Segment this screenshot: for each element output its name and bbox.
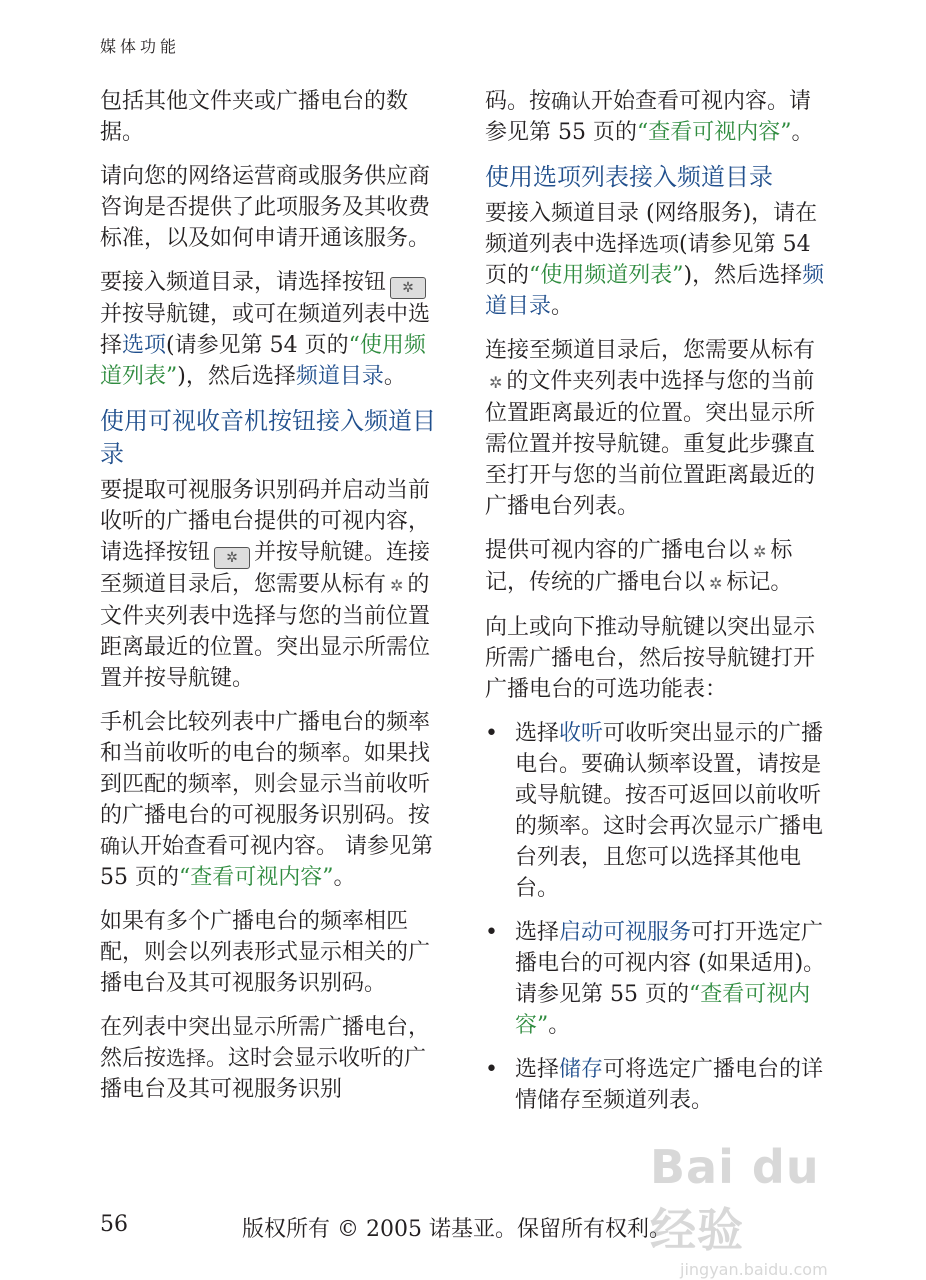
text: 提供可视内容的广播电台以 (485, 538, 750, 563)
watermark-url: jingyan.baidu.com (680, 1260, 828, 1279)
text: 要接入频道目录 (网络服务)，请在频道列表中选择 (485, 201, 818, 257)
key-term: 是 (801, 752, 822, 776)
text: 码。按 (485, 89, 552, 114)
left-column (100, 86, 445, 1118)
text: 手机会比较列表中广播电台的频率和当前收听的电台的频率。如果找到匹配的频率，则会显示当前收听的广播电台的可视服务识别码。按 (100, 710, 431, 828)
key-term: 选择 (166, 1046, 207, 1070)
text: 。 (551, 294, 574, 319)
text: 选择 (515, 920, 560, 945)
text: )，然后选择 (177, 364, 296, 389)
text: 要提取可视服务识别码并启动当前收听的广播电台提供的可视内容，请选择按钮 (100, 478, 431, 565)
menu-term: 选项 (122, 333, 167, 358)
text: 可返回以前收听的频率。这时会再次显示广播电台列表，且您可以选择其他电台。 (515, 783, 824, 901)
text: 标记。 (726, 570, 793, 595)
text: 。 (791, 120, 814, 145)
folder-star-icon: ✲ (489, 373, 503, 392)
paragraph (100, 475, 445, 694)
section-heading: 使用选项列表接入频道目录 (485, 163, 773, 191)
page-footer (100, 1212, 830, 1246)
menu-term: 启动可视服务 (559, 920, 692, 945)
cross-reference-link[interactable]: “查看可视内容” (179, 865, 334, 890)
section-heading: 使用可视收音机按钮接入频道目录 (100, 407, 436, 468)
paragraph: 向上或向下推动导航键以突出显示所需广播电台，然后按导航键打开广播电台的可选功能表： (485, 615, 816, 702)
cross-reference-link[interactable]: “使用频道列表” (529, 263, 684, 288)
text: 的文件夹列表中选择与您的当前位置距离最近的位置。突出显示所需位置并按导航键。 (100, 572, 431, 691)
text: 开始查看可视内容。请参见第 55 页的 (485, 89, 812, 145)
text: 标记，传统的广播电台以 (485, 538, 793, 595)
key-term: 选项 (639, 232, 680, 256)
cross-reference-link[interactable]: “使用频道列表” (100, 333, 426, 389)
text: 。 (383, 364, 406, 389)
text: )，然后选择 (683, 263, 803, 288)
page-number: 56 (100, 1212, 128, 1237)
running-header: 媒体功能 (100, 37, 181, 56)
text: 并按导航键，或可在频道列表中选择 (100, 302, 431, 358)
text: 。 (333, 865, 356, 890)
paragraph: 请向您的网络运营商或服务供应商咨询是否提供了此项服务及其收费标准，以及如何申请开通该服务。 (100, 164, 431, 251)
menu-term: 储存 (559, 1057, 604, 1082)
text: 在列表中突出显示所需广播电台，然后按 (100, 1015, 431, 1071)
text: 选择 (515, 1057, 560, 1082)
key-term: 确认 (100, 834, 140, 858)
text: 连接至频道目录后，您需要从标有 (485, 338, 816, 363)
bullet-icon: • (485, 721, 498, 746)
paragraph: 如果有多个广播电台的频率相匹配，则会以列表形式显示相关的广播电台及其可视服务识别码。 (100, 909, 431, 996)
key-term: 确认 (551, 89, 592, 113)
key-term: 否 (647, 783, 668, 807)
menu-term: 收听 (559, 721, 604, 746)
list-item (485, 917, 830, 1041)
text: 选择 (515, 721, 560, 746)
traditional-station-icon: ✲ (709, 574, 723, 593)
text: (请参见第 54 页的 (166, 333, 349, 358)
copyright-notice: 版权所有 © 2005 诺基亚。保留所有权利。 (242, 1217, 671, 1242)
text: 要接入频道目录，请选择按钮 (100, 270, 387, 295)
visual-station-icon: ✲ (753, 542, 767, 561)
text: 可将选定广播电台的详情储存至频道列表。 (515, 1057, 824, 1113)
visual-radio-button-icon: ✲ (390, 277, 426, 299)
right-column (485, 86, 830, 1129)
bullet-icon: • (485, 1057, 498, 1082)
menu-term: 频道目录 (485, 263, 825, 319)
text: 。 (548, 1013, 571, 1038)
paragraph: 包括其他文件夹或广播电台的数据。 (100, 89, 409, 145)
list-item (485, 718, 830, 904)
visual-radio-button-icon: ✲ (214, 547, 250, 569)
text: 可打开选定广播电台的可视内容 (如果适用)。 请参见第 55 页的 (515, 920, 826, 1007)
text: 可收听突出显示的广播电台。要确认频率设置，请按 (515, 721, 824, 777)
text: 开始查看可视内容。 请参见第 55 页的 (100, 834, 433, 890)
text: 。这时会显示收听的广播电台及其可视服务识别 (100, 1046, 427, 1102)
paragraph (485, 198, 830, 322)
text: (请参见第 54 页的 (485, 232, 811, 288)
folder-star-icon: ✲ (390, 576, 404, 595)
text: 或导航键。按 (515, 783, 648, 808)
paragraph (100, 1012, 445, 1105)
paragraph (485, 86, 830, 148)
list-item (485, 1054, 830, 1116)
cross-reference-link[interactable]: “查看可视内容” (636, 120, 792, 145)
watermark-logo: Bai du 经验 (650, 1140, 820, 1257)
menu-term: 频道目录 (295, 364, 384, 389)
paragraph (485, 535, 830, 599)
paragraph (100, 267, 445, 392)
paragraph (100, 707, 445, 893)
text: 的文件夹列表中选择与您的当前位置距离最近的位置。突出显示所需位置并按导航键。重复此步骤直至打开与您的当前位置距离最近的广播电台列表。 (485, 369, 816, 519)
bullet-icon: • (485, 920, 498, 945)
text: 并按导航键。连接至频道目录后，您需要从标有 (100, 540, 431, 597)
cross-reference-link[interactable]: “查看可视内容” (515, 982, 811, 1038)
paragraph (485, 335, 830, 522)
options-list (485, 718, 830, 1116)
